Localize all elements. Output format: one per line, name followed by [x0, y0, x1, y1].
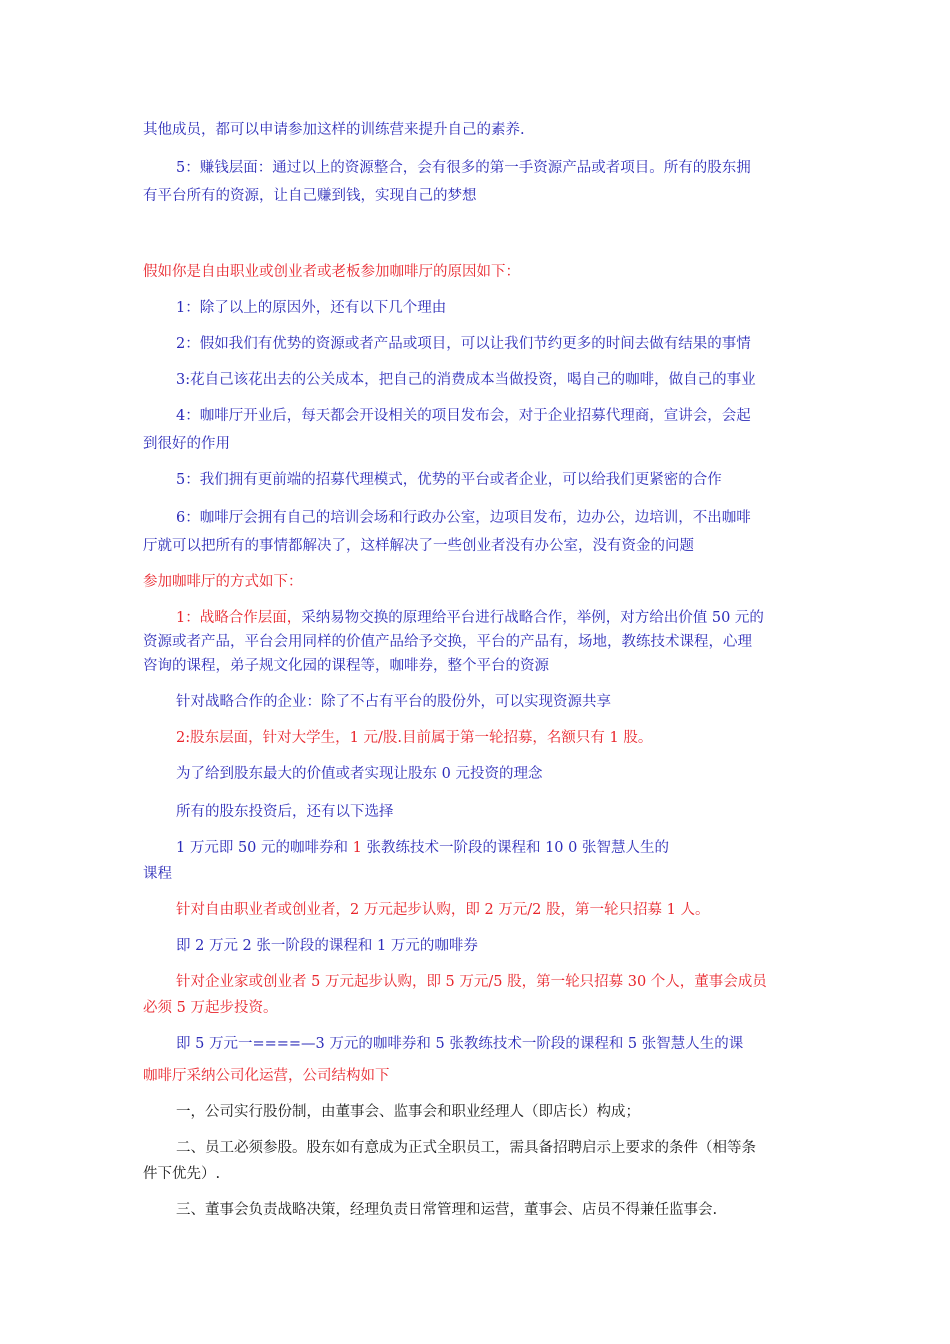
text-line: 6：咖啡厅会拥有自己的培训会场和行政办公室，边项目发布，边办公，边培训，不出咖啡 [176, 510, 751, 526]
text-line: 有平台所有的资源，让自己赚到钱，实现自己的梦想 [143, 188, 477, 204]
text-line: 假如你是自由职业或创业者或老板参加咖啡厅的原因如下： [143, 264, 520, 280]
text-line: 咨询的课程，弟子规文化园的课程等，咖啡券，整个平台的资源 [143, 658, 549, 674]
text-line: 5：赚钱层面：通过以上的资源整合，会有很多的第一手资源产品或者项目。所有的股东拥 [176, 160, 751, 176]
text-line: 二、员工必须参股。股东如有意成为正式全职员工，需具备招聘启示上要求的条件（相等条 [176, 1140, 756, 1156]
text-line: 2：假如我们有优势的资源或者产品或项目，可以让我们节约更多的时间去做有结果的事情 [176, 336, 751, 352]
text-line: 资源或者产品，平台会用同样的价值产品给予交换，平台的产品有，场地，教练技术课程，心理 [143, 634, 752, 650]
text-line: 必须 5 万起步投资。 [143, 1000, 278, 1016]
text-line: 4：咖啡厅开业后，每天都会开设相关的项目发布会，对于企业招募代理商，宣讲会，会起 [176, 408, 751, 424]
text-line: 5：我们拥有更前端的招募代理模式，优势的平台或者企业，可以给我们更紧密的合作 [176, 472, 722, 488]
text-line: 针对企业家或创业者 5 万元起步认购，即 5 万元/5 股，第一轮只招募 30 个人，董事会成员 [176, 974, 767, 990]
text-line: 为了给到股东最大的价值或者实现让股东 0 元投资的理念 [176, 766, 543, 782]
text-line: 所有的股东投资后，还有以下选择 [176, 804, 394, 820]
text-line: 参加咖啡厅的方式如下： [143, 574, 303, 590]
text-line [0, 838, 950, 858]
text-line: 厅就可以把所有的事情都解决了，这样解决了一些创业者没有办公室，没有资金的问题 [143, 538, 694, 554]
text-line: 即 5 万元一====—3 万元的咖啡券和 5 张教练技术一阶段的课程和 5 张智慧人生的课 [176, 1036, 744, 1052]
text-line: 到很好的作用 [143, 436, 230, 452]
text-line: 件下优先）. [143, 1166, 221, 1182]
text-line: 课程 [143, 866, 172, 882]
text-segment: 1 [352, 840, 362, 856]
text-segment: 采纳易物交换的原理给平台进行战略合作，举例，对方给出价值 50 元的 [301, 610, 764, 626]
text-line: 针对战略合作的企业：除了不占有平台的股份外，可以实现资源共享 [176, 694, 611, 710]
text-line: 针对自由职业者或创业者，2 万元起步认购，即 2 万元/2 股，第一轮只招募 1 人。 [176, 902, 710, 918]
text-line: 3:花自己该花出去的公关成本，把自己的消费成本当做投资，喝自己的咖啡，做自己的事业 [176, 372, 756, 388]
text-line: 2:股东层面，针对大学生，1 元/股.目前属于第一轮招募，名额只有 1 股。 [176, 730, 653, 746]
text-segment: 1 万元即 50 元的咖啡券和 [176, 840, 353, 856]
text-line: 其他成员，都可以申请参加这样的训练营来提升自己的素养. [143, 122, 525, 138]
text-line: 即 2 万元 2 张一阶段的课程和 1 万元的咖啡券 [176, 938, 478, 954]
text-line [0, 608, 950, 628]
text-segment: 张教练技术一阶段的课程和 10 0 张智慧人生的 [361, 840, 669, 856]
text-segment: 1：战略合作层面， [176, 610, 302, 626]
text-line: 一，公司实行股份制，由董事会、监事会和职业经理人（即店长）构成； [176, 1104, 640, 1120]
text-line: 1：除了以上的原因外，还有以下几个理由 [176, 300, 447, 316]
text-line: 咖啡厅采纳公司化运营，公司结构如下 [143, 1068, 390, 1084]
text-line: 三、董事会负责战略决策，经理负责日常管理和运营，董事会、店员不得兼任监事会. [176, 1202, 718, 1218]
